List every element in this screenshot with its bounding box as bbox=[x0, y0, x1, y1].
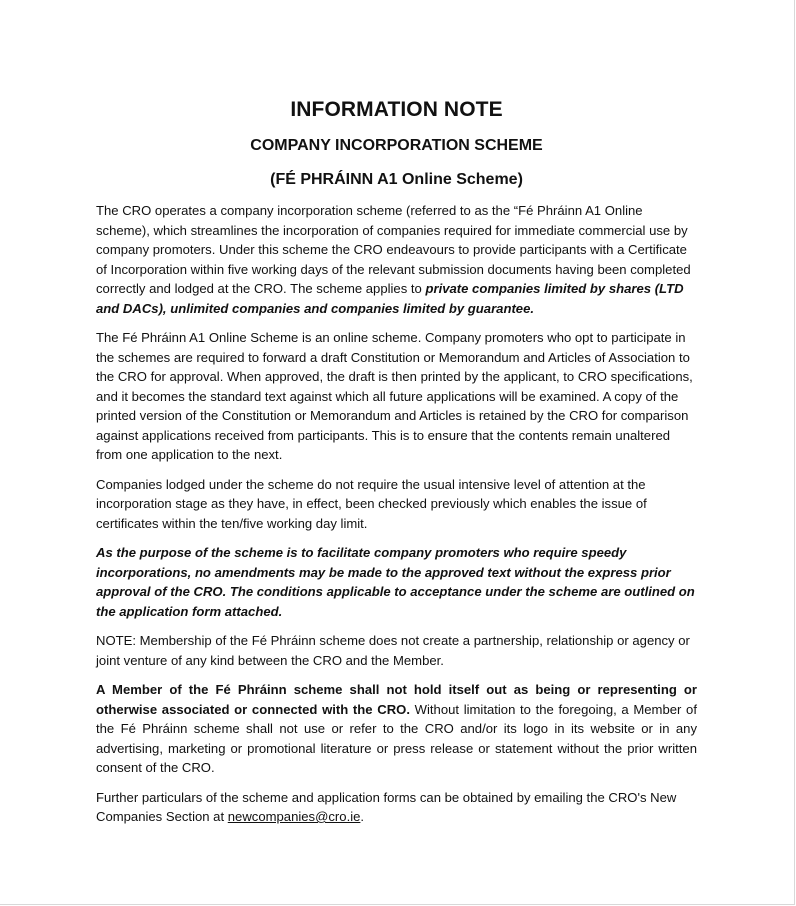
document-title: INFORMATION NOTE bbox=[290, 98, 503, 121]
document-body bbox=[96, 96, 697, 837]
paragraph-membership-note: NOTE: Membership of the Fé Phráinn scheme does not create a partnership, relationship or agency or joint venture of any kind between the CRO and the Member. bbox=[96, 633, 690, 668]
paragraph-text: Further particulars of the scheme and application forms can be obtained by emailing the CRO's New Companies Section at bbox=[96, 789, 677, 824]
paragraph-amendments: As the purpose of the scheme is to facilitate company promoters who require speedy incorporations, no amendments may be made to the approved text without the express prior approval of the CRO. The conditions applicable to acceptance under the scheme are outlined on the application form attached. bbox=[96, 545, 695, 619]
paragraph-emphasis: private companies limited by shares (LTD and DACs), unlimited companies and companies limited by guarantee. bbox=[96, 281, 684, 316]
paragraph-text: Without limitation to the foregoing, a Member of the Fé Phráinn scheme shall not use or refer to the CRO and/or its logo in its website or in any advertising, marketing or promotional literature or press release or statement without the prior written consent of the CRO. bbox=[96, 701, 697, 775]
paragraph-member-restrictions bbox=[96, 680, 697, 778]
scheme-name-heading: (FÉ PHRÁINN A1 Online Scheme) bbox=[270, 171, 523, 188]
paragraph-end: . bbox=[360, 809, 365, 824]
paragraph-scheme-overview bbox=[96, 201, 697, 318]
email-link[interactable]: newcompanies@cro.ie bbox=[227, 809, 361, 824]
paragraph-bold-statement: A Member of the Fé Phráinn scheme shall not hold itself out as being or representing or otherwise associated or connected with the CRO. bbox=[96, 682, 697, 717]
paragraph-text: The CRO operates a company incorporation scheme (referred to as the “Fé Phráinn A1 Online scheme), which streamlines the incorporation of companies required for immediate commercial use by company promoters. Under this scheme the CRO endeavours to provide participants with a Certificate of Incorporation within five working days of the relevant submission documents having been completed correctly and lodged at the CRO. The scheme applies to bbox=[96, 203, 691, 296]
paragraph-attention-level: Companies lodged under the scheme do not require the usual intensive level of attention at the incorporation stage as they have, in effect, been checked previously which enables the issue of certificates within the ten/five working day limit. bbox=[96, 476, 647, 531]
document-subtitle: COMPANY INCORPORATION SCHEME bbox=[250, 137, 543, 154]
paragraph-further-particulars bbox=[96, 788, 697, 827]
paragraph-online-scheme: The Fé Phráinn A1 Online Scheme is an online scheme. Company promoters who opt to participate in the schemes are required to forward a draft Constitution or Memorandum and Articles of Association to the CRO for approval. When approved, the draft is then printed by the applicant, to CRO specifications, and it becomes the standard text against which all future applications will be examined. A copy of the printed version of the Constitution or Memorandum and Articles is retained by the CRO for comparison against applications received from participants. This is to ensure that the contents remain unaltered from one application to the next. bbox=[96, 330, 693, 462]
